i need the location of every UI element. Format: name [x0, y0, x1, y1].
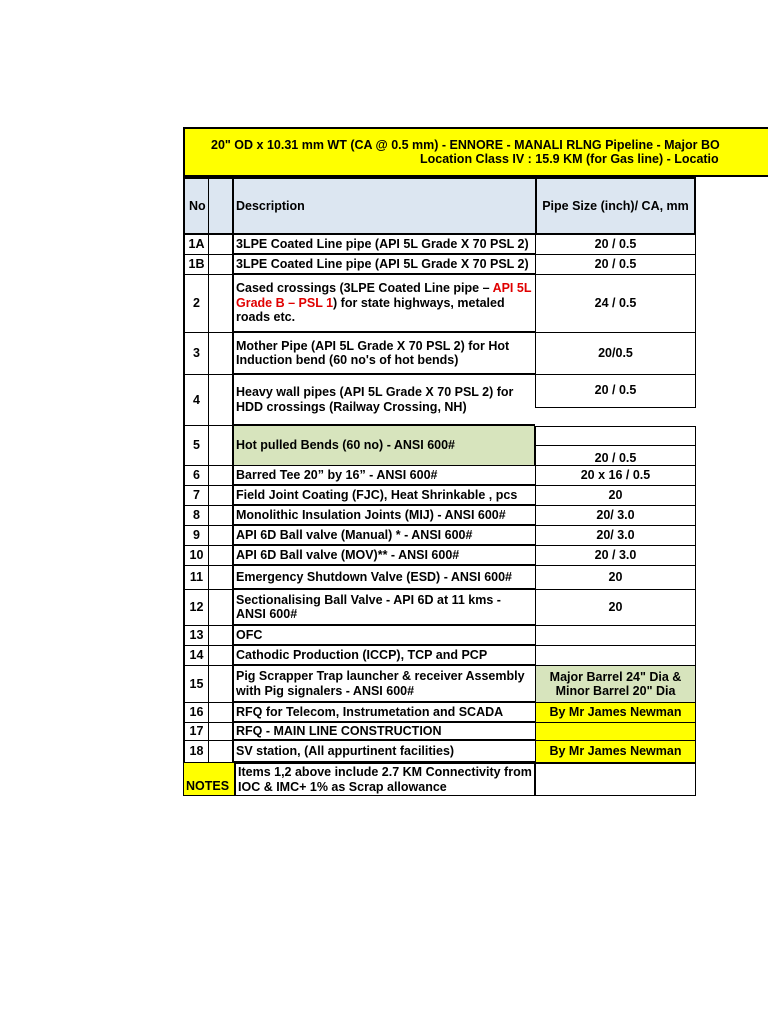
row-pipe-size: By Mr James Newman — [535, 741, 696, 763]
row-number: 3 — [183, 333, 209, 375]
row-description: 3LPE Coated Line pipe (API 5L Grade X 70 PSL 2) — [234, 235, 535, 255]
row-pipe-size: Major Barrel 24" Dia & Minor Barrel 20" Dia — [535, 666, 696, 703]
row-spacer — [209, 426, 234, 466]
title-line-2: Location Class IV : 15.9 KM (for Gas line) - Locatio — [420, 152, 719, 166]
row-description: OFC — [234, 626, 535, 646]
row-pipe-size — [535, 723, 696, 741]
row-spacer — [209, 723, 234, 741]
row-pipe-size: 20 x 16 / 0.5 — [535, 466, 696, 486]
notes-text: Items 1,2 above include 2.7 KM Connectivity from IOC & IMC+ 1% as Scrap allowance — [234, 763, 535, 796]
row-pipe-size: 24 / 0.5 — [535, 275, 696, 333]
row-number: 4 — [183, 375, 209, 426]
col-header-pipe-size: Pipe Size (inch)/ CA, mm — [535, 177, 696, 235]
row-spacer — [209, 646, 234, 666]
row-number: 9 — [183, 526, 209, 546]
row-pipe-size-blank — [535, 426, 696, 446]
row-description: Emergency Shutdown Valve (ESD) - ANSI 600# — [234, 566, 535, 590]
row-number: 15 — [183, 666, 209, 703]
row-pipe-size: 20 / 0.5 — [535, 255, 696, 275]
row-spacer — [209, 546, 234, 566]
row-spacer — [209, 741, 234, 763]
row-number: 14 — [183, 646, 209, 666]
row-spacer — [209, 333, 234, 375]
row-description: Hot pulled Bends (60 no) - ANSI 600# — [234, 426, 535, 466]
row-description: Mother Pipe (API 5L Grade X 70 PSL 2) for Hot Induction bend (60 no's of hot bends) — [234, 333, 535, 375]
row-description: API 6D Ball valve (MOV)** - ANSI 600# — [234, 546, 535, 566]
row-number: 1A — [183, 235, 209, 255]
row-number: 8 — [183, 506, 209, 526]
row-pipe-size: 20 / 0.5 — [535, 446, 696, 466]
row-description — [234, 275, 535, 333]
row-number: 5 — [183, 426, 209, 466]
col-header-no: No — [183, 177, 209, 235]
row-description: Barred Tee 20” by 16” - ANSI 600# — [234, 466, 535, 486]
row-pipe-size: 20/ 3.0 — [535, 506, 696, 526]
col-header-description: Description — [234, 177, 535, 235]
row-number: 11 — [183, 566, 209, 590]
row-spacer — [209, 626, 234, 646]
row-spacer — [209, 235, 234, 255]
notes-label: NOTES — [183, 763, 234, 796]
row-description: Monolithic Insulation Joints (MIJ) - ANSI 600# — [234, 506, 535, 526]
row-number: 2 — [183, 275, 209, 333]
row-pipe-size — [535, 646, 696, 666]
row-spacer — [209, 566, 234, 590]
row-number: 13 — [183, 626, 209, 646]
row-pipe-size: 20/ 3.0 — [535, 526, 696, 546]
row-description: Sectionalising Ball Valve - API 6D at 11 kms - ANSI 600# — [234, 590, 535, 626]
row-pipe-size: 20 / 0.5 — [535, 235, 696, 255]
row-spacer — [209, 703, 234, 723]
description-part: ) for state highways, metaled roads etc. — [236, 295, 505, 325]
row-number: 17 — [183, 723, 209, 741]
row-number: 18 — [183, 741, 209, 763]
description-part: Cased crossings (3LPE Coated Line pipe – — [236, 281, 493, 296]
row-number: 1B — [183, 255, 209, 275]
row-description: RFQ - MAIN LINE CONSTRUCTION — [234, 723, 535, 741]
row-pipe-size: 20 / 3.0 — [535, 546, 696, 566]
row-spacer — [209, 506, 234, 526]
row-pipe-size: 20/0.5 — [535, 333, 696, 375]
row-spacer — [209, 275, 234, 333]
row-pipe-size: 20 — [535, 486, 696, 506]
row-description: SV station, (All appurtinent facilities) — [234, 741, 535, 763]
description-spec-highlight: API 5L Grade B – PSL 1 — [236, 281, 532, 310]
row-pipe-size — [535, 626, 696, 646]
row-spacer — [209, 526, 234, 546]
row-description: Cathodic Production (ICCP), TCP and PCP — [234, 646, 535, 666]
row-number: 16 — [183, 703, 209, 723]
row-spacer — [209, 255, 234, 275]
row-number: 7 — [183, 486, 209, 506]
row-number: 12 — [183, 590, 209, 626]
row-number: 10 — [183, 546, 209, 566]
row-spacer — [209, 486, 234, 506]
row-description: Heavy wall pipes (API 5L Grade X 70 PSL 2) for HDD crossings (Railway Crossing, NH) — [234, 375, 535, 426]
title-line-1: 20" OD x 10.31 mm WT (CA @ 0.5 mm) - ENNORE - MANALI RLNG Pipeline - Major BO — [211, 137, 720, 152]
row-pipe-size: By Mr James Newman — [535, 703, 696, 723]
row-description: 3LPE Coated Line pipe (API 5L Grade X 70 PSL 2) — [234, 255, 535, 275]
row-spacer — [209, 590, 234, 626]
col-header-spacer — [209, 177, 234, 235]
row-spacer — [209, 375, 234, 426]
row-spacer — [209, 466, 234, 486]
row-pipe-size: 20 / 0.5 — [535, 375, 696, 408]
row-description: Field Joint Coating (FJC), Heat Shrinkable , pcs — [234, 486, 535, 506]
row-pipe-size: 20 — [535, 566, 696, 590]
row-number: 6 — [183, 466, 209, 486]
row-description: RFQ for Telecom, Instrumetation and SCADA — [234, 703, 535, 723]
notes-size-cell — [535, 763, 696, 796]
row-description: API 6D Ball valve (Manual) * - ANSI 600# — [234, 526, 535, 546]
row-pipe-size: 20 — [535, 590, 696, 626]
row-spacer — [209, 666, 234, 703]
row-description: Pig Scrapper Trap launcher & receiver Assembly with Pig signalers - ANSI 600# — [234, 666, 535, 703]
title-banner — [183, 127, 768, 177]
